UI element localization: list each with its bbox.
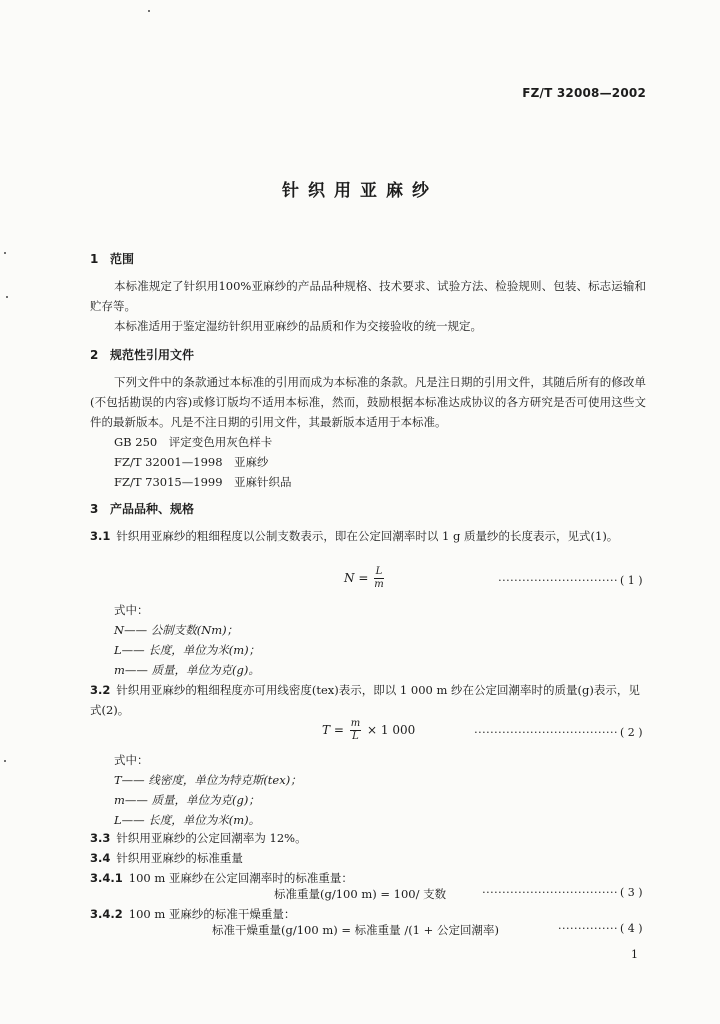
leader-dots: ···································· <box>474 726 618 739</box>
clause-3-4-1 <box>90 868 646 888</box>
section-1-para-1: 本标准规定了针织用100%亚麻纱的产品品种规格、技术要求、试验方法、检验规则、包装、标志运输和贮存等。 <box>90 279 646 313</box>
clause-3-2 <box>90 680 646 720</box>
variable-definition: N—— 公制支数(Nm)； <box>114 623 239 637</box>
reference-item: GB 250 评定变色用灰色样卡 <box>114 435 273 449</box>
section-title: 规范性引用文件 <box>110 348 195 362</box>
section-1-para-2: 本标准适用于鉴定湿纺针织用亚麻纱的品质和作为交接验收的统一规定。 <box>114 319 482 333</box>
fraction-denominator: m <box>374 579 384 590</box>
scan-speck <box>6 296 8 298</box>
section-title: 范围 <box>110 252 135 266</box>
scan-speck <box>148 10 150 12</box>
clause-text: 针织用亚麻纱的标准重量 <box>116 851 243 865</box>
clause-text: 针织用亚麻纱的公定回潮率为 12%。 <box>116 831 307 845</box>
formula-fraction <box>350 718 361 743</box>
clause-number: 3.4.2 <box>90 907 123 921</box>
where-label: 式中： <box>114 603 149 617</box>
scan-speck <box>4 760 6 762</box>
clause-3-4 <box>90 848 646 868</box>
standard-code: FZ/T 32008—2002 <box>522 86 646 100</box>
section-title: 产品品种、规格 <box>110 502 195 516</box>
formula-2 <box>322 718 415 743</box>
section-1-heading <box>90 250 134 267</box>
clause-text: 100 m 亚麻纱的标准干燥重量： <box>128 907 296 921</box>
equation-number: ( 3 ) <box>620 886 643 899</box>
clause-text: 针织用亚麻纱的粗细程度亦可用线密度(tex)表示，即以 1 000 m 纱在公定回潮率时的质量(g)表示，见式(2)。 <box>90 683 640 717</box>
section-2-para: 下列文件中的条款通过本标准的引用而成为本标准的条款。凡是注日期的引用文件，其随后所有的修改单(不包括勘误的内容)或修订版均不适用本标准，然而，鼓励根据本标准达成协议的各方研究是否可使用这些文件的最新版本。凡是不注日期的引用文件，其最新版本适用于本标准。 <box>90 375 646 429</box>
clause-3-1 <box>90 526 646 546</box>
formula-lhs: N = <box>344 571 369 585</box>
fraction-numerator: L <box>375 566 383 577</box>
equation-number: ( 1 ) <box>620 574 643 587</box>
fraction-denominator: L <box>352 731 359 742</box>
variable-definition: L—— 长度，单位为米(m)。 <box>114 813 261 827</box>
document-title: 针织用亚麻纱 <box>282 181 438 201</box>
where-label: 式中： <box>114 753 149 767</box>
clause-text: 100 m 亚麻纱在公定回潮率时的标准重量： <box>128 871 353 885</box>
reference-item: FZ/T 73015—1999 亚麻针织品 <box>114 475 292 489</box>
section-3-heading <box>90 500 194 517</box>
scan-speck <box>4 252 6 254</box>
section-2-heading <box>90 346 194 363</box>
clause-number: 3.1 <box>90 529 111 543</box>
variable-definition: L—— 长度，单位为米(m)； <box>114 643 261 657</box>
formula-1 <box>344 566 386 591</box>
formula-lhs: T = <box>322 723 344 737</box>
clause-number: 3.4.1 <box>90 871 123 885</box>
leader-dots: ··············· <box>558 922 618 935</box>
clause-3-4-2 <box>90 904 646 924</box>
formula-4: 标准干燥重量(g/100 m) = 标准重量 /(1 + 公定回潮率) <box>212 923 499 937</box>
reference-item: FZ/T 32001—1998 亚麻纱 <box>114 455 269 469</box>
leader-dots: ······························ <box>498 574 618 587</box>
clause-number: 3.4 <box>90 851 111 865</box>
variable-definition: T—— 线密度，单位为特克斯(tex)； <box>114 773 302 787</box>
clause-text: 针织用亚麻纱的粗细程度以公制支数表示，即在公定回潮率时以 1 g 质量纱的长度表示，见式(1)。 <box>116 529 619 543</box>
page-number: 1 <box>631 948 638 961</box>
fraction-numerator: m <box>350 718 361 729</box>
clause-number: 3.2 <box>90 683 111 697</box>
formula-3: 标准重量(g/100 m) = 100/ 支数 <box>274 887 447 901</box>
formula-rhs: × 1 000 <box>367 723 416 737</box>
section-number: 2 <box>90 348 99 362</box>
section-number: 3 <box>90 502 99 516</box>
equation-number: ( 4 ) <box>620 922 643 935</box>
section-number: 1 <box>90 252 99 266</box>
clause-number: 3.3 <box>90 831 111 845</box>
variable-definition: m—— 质量，单位为克(g)； <box>114 793 260 807</box>
formula-fraction <box>374 566 383 591</box>
variable-definition: m—— 质量，单位为克(g)。 <box>114 663 260 677</box>
clause-3-3 <box>90 828 646 848</box>
leader-dots: ·································· <box>482 886 618 899</box>
equation-number: ( 2 ) <box>620 726 643 739</box>
